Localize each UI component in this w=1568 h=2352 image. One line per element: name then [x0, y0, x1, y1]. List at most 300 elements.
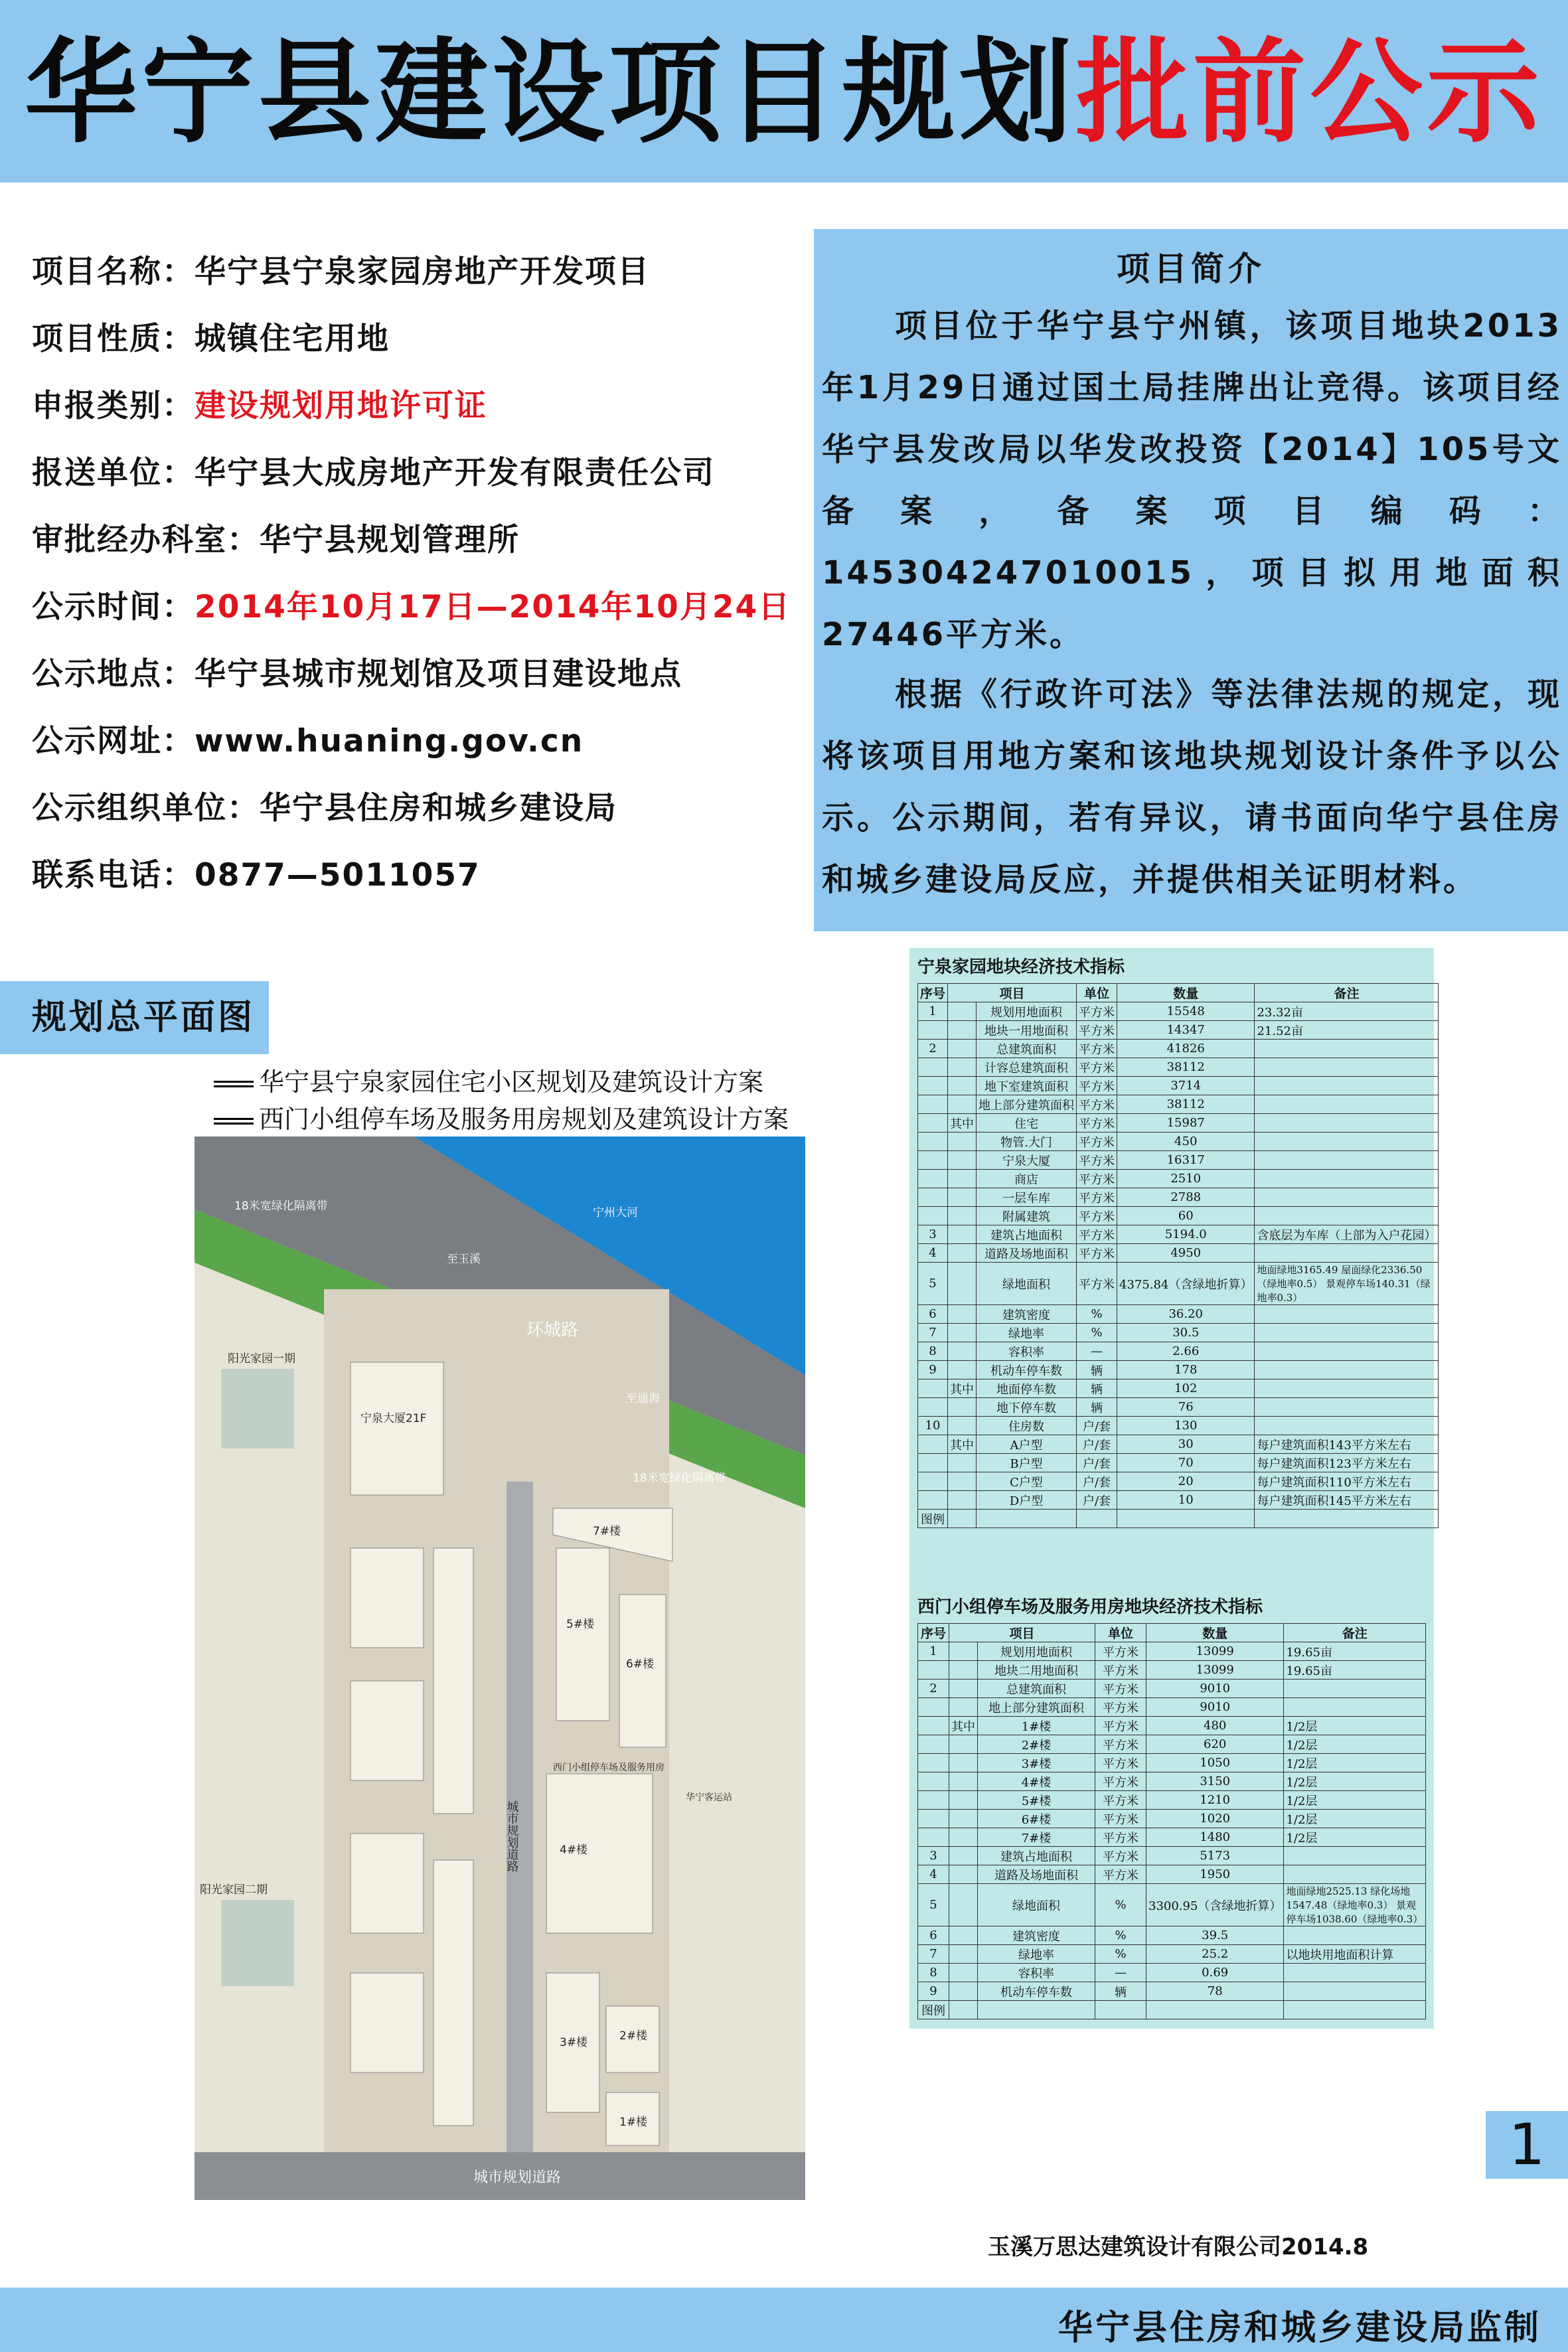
info-label: 项目名称：	[32, 254, 195, 290]
info-label: 联系电话：	[32, 857, 195, 894]
table-header-cell: 数量	[1117, 984, 1255, 1002]
table-row	[918, 1435, 1439, 1454]
table-row	[918, 1772, 1426, 1791]
table-row	[918, 1040, 1439, 1058]
table-row	[918, 1114, 1439, 1133]
table-cell: 住宅	[977, 1114, 1077, 1133]
table-cell: 1/2层	[1284, 1772, 1426, 1791]
table-cell: 450	[1117, 1133, 1255, 1151]
info-row	[32, 782, 815, 849]
table-row	[918, 1058, 1439, 1077]
info-row	[32, 447, 815, 514]
table-cell: 平方米	[1077, 1095, 1117, 1114]
table-cell: 1/2层	[1284, 1828, 1426, 1847]
table-cell	[949, 1772, 978, 1791]
table-cell: 9010	[1146, 1680, 1284, 1698]
table-cell: 绿地率	[977, 1324, 1077, 1342]
map-label: 18米宽绿化隔离带	[633, 1472, 726, 1485]
info-label: 公示地点：	[32, 656, 195, 692]
info-row	[32, 313, 815, 380]
table-cell	[918, 1133, 948, 1151]
table-row	[918, 1698, 1426, 1717]
table-cell: 1050	[1146, 1754, 1284, 1772]
info-row	[32, 715, 815, 782]
table-cell: 规划用地面积	[977, 1002, 1077, 1021]
table-cell: 1480	[1146, 1828, 1284, 1847]
table-row	[918, 1225, 1439, 1244]
table-cell: 4375.84（含绿地折算）	[1117, 1263, 1255, 1305]
table-row	[918, 1021, 1439, 1040]
table-cell	[1077, 1510, 1117, 1528]
table-cell: 平方米	[1077, 1244, 1117, 1263]
table-row	[918, 1828, 1426, 1847]
table-cell: 平方米	[1095, 1698, 1146, 1717]
info-label: 公示时间：	[32, 589, 195, 625]
table-cell	[1146, 2001, 1284, 2019]
building	[351, 1834, 424, 1933]
info-value: 华宁县宁泉家园房地产开发项目	[195, 254, 650, 290]
table-cell: 1	[918, 1002, 948, 1021]
table-cell: 2510	[1117, 1170, 1255, 1188]
table-cell: 23.32亩	[1255, 1002, 1439, 1021]
table-cell: 平方米	[1077, 1151, 1117, 1170]
table-cell	[948, 1324, 977, 1342]
info-row	[32, 514, 815, 581]
table-cell: 16317	[1117, 1151, 1255, 1170]
table-cell	[949, 1810, 978, 1828]
table-cell	[949, 1642, 978, 1661]
table-cell	[948, 1077, 977, 1095]
map-label: 5#楼	[566, 1618, 595, 1631]
table-cell	[1255, 1170, 1439, 1188]
table-cell: 平方米	[1095, 1828, 1146, 1847]
table-cell	[949, 1847, 978, 1865]
table-cell: 36.20	[1117, 1305, 1255, 1324]
table-cell	[918, 1398, 948, 1417]
table-cell	[1255, 1324, 1439, 1342]
table-cell	[948, 1510, 977, 1528]
table-cell	[948, 1342, 977, 1361]
table-cell: 建筑密度	[977, 1305, 1077, 1324]
table-row	[918, 1170, 1439, 1188]
table-cell	[1095, 2001, 1146, 2019]
table-cell	[949, 1698, 978, 1717]
table-cell: 1020	[1146, 1810, 1284, 1828]
table-cell	[918, 1661, 949, 1680]
table-cell: 102	[1117, 1379, 1255, 1398]
page-number: 1	[1486, 2111, 1568, 2179]
table-cell	[949, 1680, 978, 1698]
table-cell: 其中	[948, 1435, 977, 1454]
table-cell: 平方米	[1095, 1661, 1146, 1680]
table-cell: 平方米	[1077, 1040, 1117, 1058]
table-row	[918, 1207, 1439, 1225]
building-6	[619, 1595, 666, 1747]
table-cell: 8	[918, 1342, 948, 1361]
info-label: 公示网址：	[32, 723, 195, 759]
project-intro-panel	[814, 229, 1568, 931]
table-row	[918, 1791, 1426, 1810]
table-cell	[949, 1865, 978, 1884]
yangguang-2-block	[221, 1900, 294, 1986]
map-label: 2#楼	[619, 2029, 648, 2043]
table-cell	[949, 1884, 978, 1926]
table-cell	[918, 1454, 948, 1472]
table-cell: B户型	[977, 1454, 1077, 1472]
table-header-cell: 序号	[918, 1624, 949, 1642]
table-cell: D户型	[977, 1491, 1077, 1510]
table-cell: 图例	[918, 2001, 949, 2019]
table-cell	[1255, 1305, 1439, 1324]
table-cell	[948, 1244, 977, 1263]
table-cell: 平方米	[1095, 1791, 1146, 1810]
table-cell	[1255, 1379, 1439, 1398]
table-header-row	[918, 1624, 1426, 1642]
info-label: 审批经办科室：	[32, 522, 260, 558]
map-label: 1#楼	[619, 2116, 648, 2129]
table-cell	[948, 1040, 977, 1058]
table-row	[918, 1151, 1439, 1170]
table-row	[918, 2001, 1426, 2019]
table-cell: 计容总建筑面积	[977, 1058, 1077, 1077]
table-cell: 9	[918, 1982, 949, 2001]
table-cell	[1255, 1398, 1439, 1417]
table-row	[918, 1926, 1426, 1945]
table-header-cell: 项目	[948, 984, 1077, 1002]
map-label: 宁州大河	[593, 1206, 638, 1219]
info-value: 城镇住宅用地	[195, 321, 390, 357]
table-cell	[948, 1417, 977, 1435]
table-row	[918, 1982, 1426, 2001]
table-cell: 户/套	[1077, 1435, 1117, 1454]
info-value: 华宁县大成房地产开发有限责任公司	[195, 455, 715, 491]
table-cell: 每户建筑面积143平方米左右	[1255, 1435, 1439, 1454]
table-header-cell: 备注	[1284, 1624, 1426, 1642]
table-cell: 平方米	[1077, 1077, 1117, 1095]
table-row	[918, 1077, 1439, 1095]
page-title: 华宁县建设项目规划批前公示	[24, 27, 1544, 159]
table-cell	[918, 1058, 948, 1077]
table-cell: 5173	[1146, 1847, 1284, 1865]
table-cell	[948, 1021, 977, 1040]
table-cell: %	[1077, 1305, 1117, 1324]
indicator-table-1	[917, 983, 1439, 1528]
table-cell: 地面停车数	[977, 1379, 1077, 1398]
table-header-cell: 项目	[949, 1624, 1095, 1642]
table-cell	[918, 1435, 948, 1454]
table-cell: 10	[1117, 1491, 1255, 1510]
table-cell: 0.69	[1146, 1964, 1284, 1982]
table-cell: 道路及场地面积	[978, 1865, 1095, 1884]
table-cell: 平方米	[1095, 1717, 1146, 1735]
table-row	[918, 1680, 1426, 1698]
table-cell: 平方米	[1077, 1170, 1117, 1188]
info-value: 建设规划用地许可证	[195, 388, 487, 424]
table-cell: 15548	[1117, 1002, 1255, 1021]
table-header-row	[918, 984, 1439, 1002]
table-row	[918, 1324, 1439, 1342]
table-cell	[1284, 1926, 1426, 1945]
info-row	[32, 849, 815, 916]
table-cell: 平方米	[1077, 1021, 1117, 1040]
table-cell: 4950	[1117, 1244, 1255, 1263]
map-label: 7#楼	[593, 1525, 621, 1538]
footer-bar	[0, 2288, 1568, 2352]
table-cell: 附属建筑	[977, 1207, 1077, 1225]
table-cell: 平方米	[1095, 1810, 1146, 1828]
map-label: 城市规划道路	[505, 1800, 519, 1872]
intro-paragraph-1: 项目位于华宁县宁州镇，该项目地块2013年1月29日通过国土局挂牌出让竞得。该项目经华宁县发改局以华发改投资【2014】105号文备案，备案项目编码：145304247010015，项目拟用地面积27446平方米。	[822, 307, 1562, 653]
table-cell: 5194.0	[1117, 1225, 1255, 1244]
table-cell: 商店	[977, 1170, 1077, 1188]
table-cell	[949, 1828, 978, 1847]
table-cell: 建筑占地面积	[977, 1225, 1077, 1244]
table-cell: 平方米	[1077, 1225, 1117, 1244]
table-cell: 5#楼	[978, 1791, 1095, 1810]
table-cell: 其中	[948, 1114, 977, 1133]
map-label: 3#楼	[560, 2036, 588, 2049]
table-cell: 平方米	[1095, 1847, 1146, 1865]
table-cell: 道路及场地面积	[977, 1244, 1077, 1263]
info-label: 报送单位：	[32, 455, 195, 491]
table-cell: 1/2层	[1284, 1791, 1426, 1810]
table-cell: 机动车停车数	[978, 1982, 1095, 2001]
table-cell: 7#楼	[978, 1828, 1095, 1847]
table-cell: 9010	[1146, 1698, 1284, 1717]
table-cell: 8	[918, 1964, 949, 1982]
table-cell: 平方米	[1095, 1680, 1146, 1698]
table-cell	[1255, 1040, 1439, 1058]
table-cell	[949, 1735, 978, 1754]
table-cell: 3#楼	[978, 1754, 1095, 1772]
table-cell	[918, 1114, 948, 1133]
table-cell	[948, 1095, 977, 1114]
table-cell: 13099	[1146, 1642, 1284, 1661]
table-cell: 19.65亩	[1284, 1642, 1426, 1661]
table-cell: 户/套	[1077, 1417, 1117, 1435]
table-cell	[1284, 1964, 1426, 1982]
table-cell	[918, 1379, 948, 1398]
tower-block	[351, 1362, 443, 1495]
designer-credit: 玉溪万思达建筑设计有限公司2014.8	[988, 2234, 1369, 2260]
table-cell	[918, 1188, 948, 1207]
table-cell	[948, 1151, 977, 1170]
table-cell: 图例	[918, 1510, 948, 1528]
table-cell: 户/套	[1077, 1472, 1117, 1491]
table-cell: 建筑密度	[978, 1926, 1095, 1945]
table-cell: 绿地率	[978, 1945, 1095, 1964]
table-cell: 30.5	[1117, 1324, 1255, 1342]
table-cell	[1255, 1417, 1439, 1435]
info-row	[32, 648, 815, 715]
table-cell	[918, 1472, 948, 1491]
table-cell: 620	[1146, 1735, 1284, 1754]
table-cell: 地下停车数	[977, 1398, 1077, 1417]
table-cell	[918, 1021, 948, 1040]
info-value: 0877—5011057	[195, 857, 481, 894]
info-value: 华宁县规划管理所	[260, 522, 520, 558]
table-cell: 平方米	[1077, 1058, 1117, 1077]
table-cell: 每户建筑面积145平方米左右	[1255, 1491, 1439, 1510]
table-cell	[949, 1945, 978, 1964]
indicator-panel	[909, 948, 1437, 2029]
table-cell: 1/2层	[1284, 1754, 1426, 1772]
project-info	[32, 246, 815, 916]
map-label: 4#楼	[560, 1843, 588, 1857]
table-cell	[1284, 2001, 1426, 2019]
plan-legend	[214, 1063, 789, 1138]
map-label: 至玉溪	[447, 1253, 481, 1266]
intro-title: 项目简介	[1117, 250, 1265, 288]
plan-label: 规划总平面图	[0, 981, 269, 1054]
table-row	[918, 1884, 1426, 1926]
table-cell: 地面绿地2525.13 绿化场地1547.48（绿地率0.3） 景观停车场1038.60（绿地率0.3）	[1284, 1884, 1426, 1926]
table-cell	[918, 1828, 949, 1847]
table-cell: 平方米	[1095, 1735, 1146, 1754]
table-row	[918, 1263, 1439, 1305]
indicator-table-2	[917, 1623, 1426, 2019]
table-row	[918, 1188, 1439, 1207]
table-cell: 2#楼	[978, 1735, 1095, 1754]
building-5	[556, 1548, 609, 1721]
table-header-cell: 单位	[1077, 984, 1117, 1002]
table-cell: 建筑占地面积	[978, 1847, 1095, 1865]
table-row	[918, 1417, 1439, 1435]
table-cell	[1255, 1188, 1439, 1207]
table-cell: 1210	[1146, 1791, 1284, 1810]
table-cell: 每户建筑面积110平方米左右	[1255, 1472, 1439, 1491]
table-row	[918, 1717, 1426, 1735]
table-cell	[948, 1305, 977, 1324]
table-cell: 地下室建筑面积	[977, 1077, 1077, 1095]
table-cell	[918, 1491, 948, 1510]
yangguang-1-block	[221, 1369, 294, 1449]
table-cell	[918, 1151, 948, 1170]
map-label: 6#楼	[626, 1658, 655, 1671]
table-cell: 总建筑面积	[978, 1680, 1095, 1698]
table-row	[918, 1133, 1439, 1151]
table-cell	[918, 1772, 949, 1791]
intro-paragraph-2: 根据《行政许可法》等法律法规的规定，现将该项目用地方案和该地块规划设计条件予以公示。公示期间，若有异议，请书面向华宁县住房和城乡建设局反应，并提供相关证明材料。	[822, 676, 1562, 898]
table-cell: C户型	[977, 1472, 1077, 1491]
table-header-cell: 单位	[1095, 1624, 1146, 1642]
table-cell: 4	[918, 1865, 949, 1884]
table-row	[918, 1454, 1439, 1472]
map-label: 西门小组停车场及服务用房	[553, 1763, 665, 1773]
table-row	[918, 1754, 1426, 1772]
table1-title: 宁泉家园地块经济技术指标	[917, 957, 1125, 977]
table-cell	[918, 1810, 949, 1828]
table-cell	[948, 1188, 977, 1207]
table-cell: 21.52亩	[1255, 1021, 1439, 1040]
building	[351, 1681, 424, 1780]
table-cell: 户/套	[1077, 1454, 1117, 1472]
table-cell: 20	[1117, 1472, 1255, 1491]
table-cell	[948, 1398, 977, 1417]
table-cell: 绿地面积	[977, 1263, 1077, 1305]
table-cell: 地上部分建筑面积	[977, 1095, 1077, 1114]
table-cell: 5	[918, 1263, 948, 1305]
table-cell	[1255, 1058, 1439, 1077]
table-cell: 2	[918, 1680, 949, 1698]
table-cell: 辆	[1077, 1361, 1117, 1379]
table-cell	[948, 1361, 977, 1379]
table-cell	[918, 1754, 949, 1772]
table-cell: 70	[1117, 1454, 1255, 1472]
title-banner	[0, 0, 1568, 183]
table-cell: 1	[918, 1642, 949, 1661]
building	[433, 1548, 473, 1814]
table-row	[918, 1735, 1426, 1754]
table-cell: 以地块用地面积计算	[1284, 1945, 1426, 1964]
table-cell: 13099	[1146, 1661, 1284, 1680]
map-label: 阳光家园二期	[200, 1883, 268, 1897]
table-cell: %	[1095, 1945, 1146, 1964]
info-row	[32, 581, 815, 648]
table-cell: 平方米	[1077, 1114, 1117, 1133]
table-cell	[1255, 1077, 1439, 1095]
table-cell	[949, 1926, 978, 1945]
table-cell: 地面绿地3165.49 屋面绿化2336.50（绿地率0.5） 景观停车场140.31（绿地率0.3）	[1255, 1263, 1439, 1305]
table-cell	[949, 1754, 978, 1772]
table-cell: 10	[918, 1417, 948, 1435]
table-cell	[1284, 1680, 1426, 1698]
info-value: 华宁县住房和城乡建设局	[260, 790, 617, 826]
footer-text: 华宁县住房和城乡建设局监制	[1058, 2308, 1541, 2348]
table-cell: 物管.大门	[977, 1133, 1077, 1151]
table-cell: 平方米	[1095, 1642, 1146, 1661]
table-cell: 平方米	[1077, 1002, 1117, 1021]
table-cell: 地上部分建筑面积	[978, 1698, 1095, 1717]
table-cell: 2	[918, 1040, 948, 1058]
table-cell: 平方米	[1077, 1207, 1117, 1225]
map-label: 华宁客运站	[686, 1792, 732, 1803]
info-value: 华宁县城市规划馆及项目建设地点	[195, 656, 682, 692]
table-cell: 平方米	[1077, 1133, 1117, 1151]
table-cell: —	[1095, 1964, 1146, 1982]
table-row	[918, 1398, 1439, 1417]
table-cell: 3300.95（含绿地折算）	[1146, 1884, 1284, 1926]
table-cell: 30	[1117, 1435, 1255, 1454]
table-cell	[948, 1454, 977, 1472]
table-cell: 2.66	[1117, 1342, 1255, 1361]
table-cell: 130	[1117, 1417, 1255, 1435]
table-row	[918, 1491, 1439, 1510]
table-cell: 容积率	[977, 1342, 1077, 1361]
table-cell: 地块二用地面积	[978, 1661, 1095, 1680]
table-cell: 3	[918, 1225, 948, 1244]
table-cell	[1255, 1095, 1439, 1114]
table-cell: 9	[918, 1361, 948, 1379]
table-cell	[1284, 1847, 1426, 1865]
table-cell: 平方米	[1095, 1754, 1146, 1772]
table-cell: 其中	[948, 1379, 977, 1398]
table-cell: %	[1095, 1926, 1146, 1945]
table-cell: 6	[918, 1926, 949, 1945]
table-cell: 平方米	[1095, 1865, 1146, 1884]
table-cell: 1#楼	[978, 1717, 1095, 1735]
table-row	[918, 1095, 1439, 1114]
table-cell: —	[1077, 1342, 1117, 1361]
table-cell: 2788	[1117, 1188, 1255, 1207]
table-cell	[948, 1491, 977, 1510]
info-row	[32, 380, 815, 447]
table-cell: 一层车库	[977, 1188, 1077, 1207]
table-cell: 3714	[1117, 1077, 1255, 1095]
table-cell: A户型	[977, 1435, 1077, 1454]
table-row	[918, 1342, 1439, 1361]
table-cell	[949, 2001, 978, 2019]
